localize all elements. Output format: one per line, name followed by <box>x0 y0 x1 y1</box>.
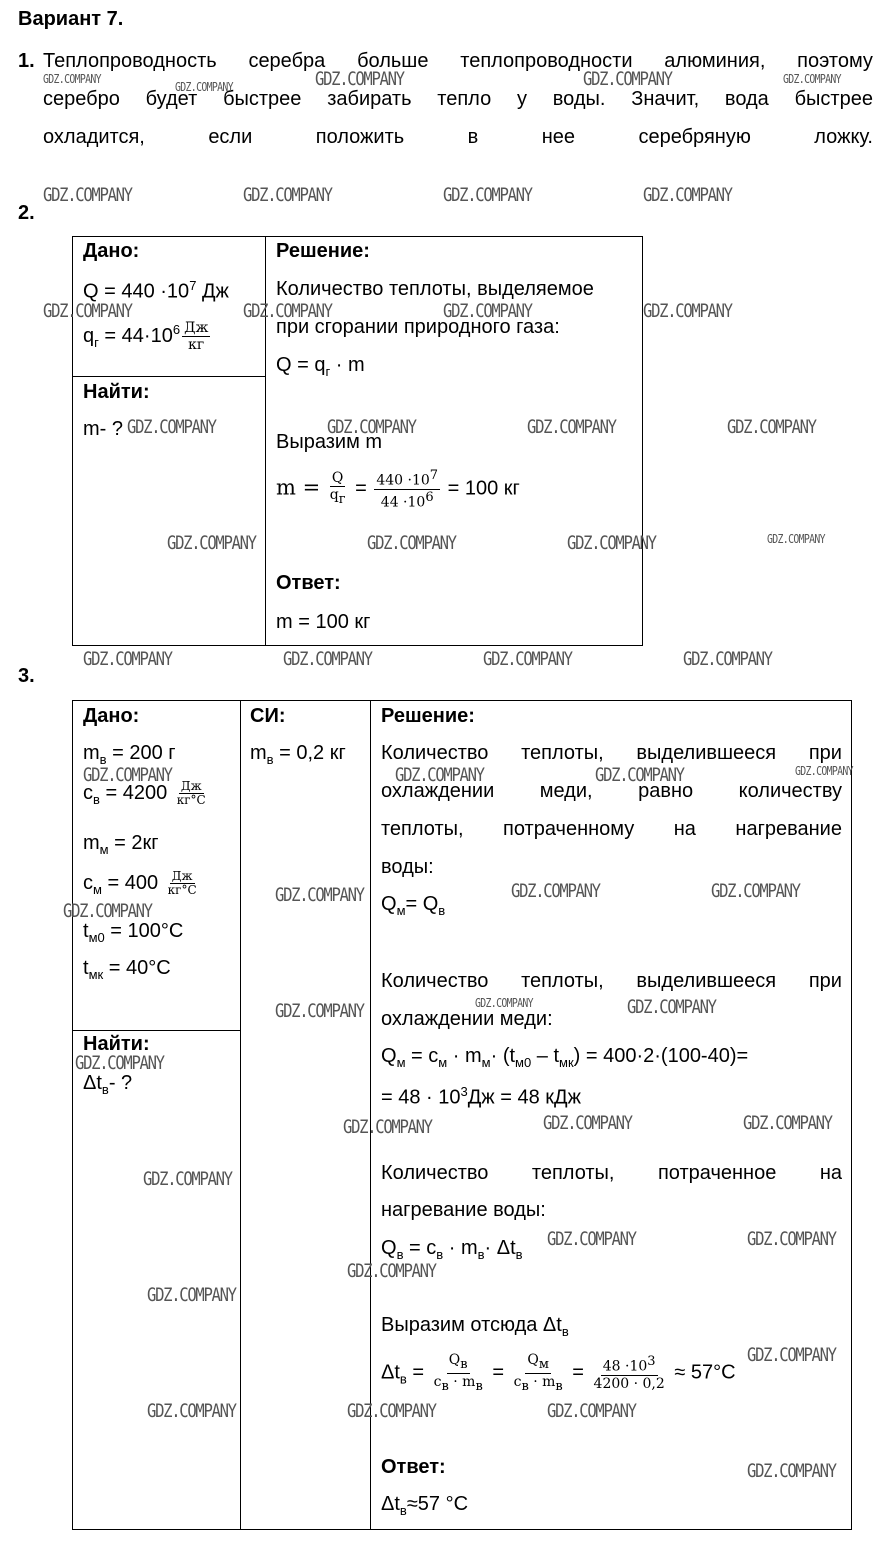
word: потраченное <box>657 1162 777 1184</box>
watermark-text: GDZ.COMPANY <box>43 184 132 206</box>
watermark-text: GDZ.COMPANY <box>583 68 672 90</box>
word: если <box>208 126 253 148</box>
watermark-text: GDZ.COMPANY <box>511 880 600 902</box>
task3-p3-line2: нагревание воды: <box>381 1199 546 1221</box>
word: теплоты, <box>521 742 604 764</box>
task2-given-q: $q_г = 44\cdot 10^6$ $\frac{Дж}{кг}$ <box>83 320 209 353</box>
watermark-text: GDZ.COMPANY <box>143 1168 232 1190</box>
watermark-text: GDZ.COMPANY <box>443 300 532 322</box>
watermark-text: GDZ.COMPANY <box>327 416 416 438</box>
task3-given-tmk: $t_{мк} = 40^\circ C$ <box>83 957 171 982</box>
watermark-text: GDZ.COMPANY <box>83 648 172 670</box>
watermark-text: GDZ.COMPANY <box>243 184 332 206</box>
word: охладится, <box>43 126 145 148</box>
task3-given-header: Дано: <box>83 705 140 727</box>
task3-express: Выразим отсюда $\Delta t_в$ <box>381 1314 569 1339</box>
task1-line3 <box>43 126 873 149</box>
task3-find-header: Найти: <box>83 1033 150 1055</box>
word: при <box>808 970 842 992</box>
word: тепло <box>437 88 492 110</box>
watermark-text: GDZ.COMPANY <box>395 764 484 786</box>
task3-final-formula: $\Delta t_в$ = $\frac{Q_в}{c_в \cdot m_в}$ = $\frac{Q_м}{c_в \cdot m_в}$ = $\frac{48 \cdot 10^3}{4200 \cdot 0,2}$ ≈ 57°C <box>381 1352 736 1394</box>
task3-given-tm0: $t_{м0} = 100^\circ C$ <box>83 920 184 945</box>
watermark-text: GDZ.COMPANY <box>795 764 853 778</box>
word: нагревание <box>735 818 842 840</box>
watermark-text: GDZ.COMPANY <box>727 416 816 438</box>
watermark-text: GDZ.COMPANY <box>547 1400 636 1422</box>
word: теплопроводности <box>460 50 633 72</box>
watermark-text: GDZ.COMPANY <box>527 416 616 438</box>
task2-formula: $Q = q_г \cdot m$ <box>276 354 365 379</box>
task2-solution-header: Решение: <box>276 240 370 262</box>
task2-given-header: Дано: <box>83 240 140 262</box>
task1-line2 <box>43 88 873 111</box>
word: на <box>673 818 696 840</box>
watermark-text: GDZ.COMPANY <box>543 1112 632 1134</box>
watermark-text: GDZ.COMPANY <box>595 764 684 786</box>
word: равно <box>638 780 694 802</box>
watermark-text: GDZ.COMPANY <box>275 884 364 906</box>
task3-answer-header: Ответ: <box>381 1456 446 1478</box>
task3-eq2: $Q_м = c_м \cdot m_м\cdot (t_{м0} - t_{мк}) = 400\cdot 2\cdot(100-40)=$ <box>381 1045 749 1070</box>
watermark-text: GDZ.COMPANY <box>275 1000 364 1022</box>
word: алюминия, <box>664 50 766 72</box>
task2-divider <box>265 236 266 646</box>
word: теплоты, <box>381 818 464 840</box>
watermark-text: GDZ.COMPANY <box>315 68 404 90</box>
watermark-text: GDZ.COMPANY <box>747 1344 836 1366</box>
watermark-text: GDZ.COMPANY <box>283 648 372 670</box>
word: охлаждении <box>381 780 495 802</box>
word: Количество <box>381 1162 489 1184</box>
watermark-text: GDZ.COMPANY <box>747 1228 836 1250</box>
task2-m-formula: m = $\frac{Q}{q_г}$ = $\frac{440 \cdot 10^7}{44 \cdot 10^6}$ = 100 кг <box>276 468 520 511</box>
task3-eq4: $Q_в = c_в \cdot m_в\cdot \Delta t_в$ <box>381 1237 523 1262</box>
watermark-text: GDZ.COMPANY <box>443 184 532 206</box>
task3-p2-line1 <box>381 970 842 993</box>
word: потраченному <box>503 818 635 840</box>
word: выделившееся <box>636 742 777 764</box>
word: будет <box>145 88 198 110</box>
word: быстрее <box>223 88 302 110</box>
watermark-text: GDZ.COMPANY <box>147 1400 236 1422</box>
task1-line1 <box>43 50 873 73</box>
word: выделившееся <box>636 970 777 992</box>
word: больше <box>357 50 429 72</box>
watermark-text: GDZ.COMPANY <box>347 1400 436 1422</box>
word: серебра <box>248 50 326 72</box>
watermark-text: GDZ.COMPANY <box>43 300 132 322</box>
task2-answer-header: Ответ: <box>276 572 341 594</box>
word: Значит, <box>631 88 700 110</box>
watermark-text: GDZ.COMPANY <box>243 300 332 322</box>
watermark-text: GDZ.COMPANY <box>643 300 732 322</box>
word: нее <box>541 126 575 148</box>
page-title: Вариант 7. <box>18 8 124 30</box>
task2-sol-line1: Количество теплоты, выделяемое <box>276 278 594 300</box>
task3-given-cm: $c_м = 400$ $\frac{Дж}{кг^\circ C}$ <box>83 869 197 897</box>
word: в <box>467 126 479 148</box>
watermark-text: GDZ.COMPANY <box>83 764 172 786</box>
task2-find-header: Найти: <box>83 381 150 403</box>
watermark-text: GDZ.COMPANY <box>175 80 233 94</box>
watermark-text: GDZ.COMPANY <box>147 1284 236 1306</box>
word: ложку. <box>814 126 873 148</box>
watermark-text: GDZ.COMPANY <box>167 532 256 554</box>
task3-si-header: СИ: <box>250 705 286 727</box>
watermark-text: GDZ.COMPANY <box>627 996 716 1018</box>
watermark-text: GDZ.COMPANY <box>127 416 216 438</box>
task3-p1-line1 <box>381 742 842 765</box>
watermark-text: GDZ.COMPANY <box>343 1116 432 1138</box>
watermark-text: GDZ.COMPANY <box>743 1112 832 1134</box>
word: у <box>516 88 527 110</box>
word: Количество <box>381 742 489 764</box>
watermark-text: GDZ.COMPANY <box>683 648 772 670</box>
watermark-text: GDZ.COMPANY <box>567 532 656 554</box>
watermark-text: GDZ.COMPANY <box>43 72 101 86</box>
watermark-text: GDZ.COMPANY <box>643 184 732 206</box>
watermark-text: GDZ.COMPANY <box>483 648 572 670</box>
task3-given-mv: $m_в = 200$ г <box>83 742 176 767</box>
word: забирать <box>327 88 412 110</box>
task2-given-divider <box>72 376 266 377</box>
task3-answer: $\Delta t_в\approx 57$ °C <box>381 1493 469 1518</box>
watermark-text: GDZ.COMPANY <box>747 1460 836 1482</box>
watermark-text: GDZ.COMPANY <box>75 1052 164 1074</box>
task2-number: 2. <box>18 202 35 224</box>
word: поэтому <box>797 50 873 72</box>
word: серебро <box>43 88 120 110</box>
watermark-text: GDZ.COMPANY <box>711 880 800 902</box>
word: вода <box>724 88 769 110</box>
task3-eq1: $Q_м= Q_в$ <box>381 893 446 918</box>
word: теплоты, <box>521 970 604 992</box>
task3-p1-line3 <box>381 818 842 841</box>
task3-si-mv: $m_в = 0,2$ кг <box>250 742 346 767</box>
task3-given-divider <box>72 1030 241 1031</box>
task3-p3-line1 <box>381 1162 842 1185</box>
word: быстрее <box>794 88 873 110</box>
task3-divider1 <box>240 700 241 1530</box>
task3-given-mm: $m_м = 2кг$ <box>83 832 159 857</box>
watermark-text: GDZ.COMPANY <box>475 996 533 1010</box>
watermark-text: GDZ.COMPANY <box>367 532 456 554</box>
word: Количество <box>381 970 489 992</box>
word: Теплопроводность <box>43 50 217 72</box>
task3-given-cv: $c_в = 4200$ $\frac{Дж}{кг^\circ C}$ <box>83 779 206 807</box>
watermark-text: GDZ.COMPANY <box>63 900 152 922</box>
word: при <box>808 742 842 764</box>
word: положить <box>315 126 405 148</box>
task3-eq3: = $48 \cdot 10^3Дж = 48$ кДж <box>381 1084 581 1109</box>
watermark-text: GDZ.COMPANY <box>783 72 841 86</box>
word: количеству <box>738 780 842 802</box>
task1-number: 1. <box>18 50 35 72</box>
task2-express: Выразим m <box>276 431 383 453</box>
watermark-text: GDZ.COMPANY <box>547 1228 636 1250</box>
word: на <box>819 1162 842 1184</box>
word: теплоты, <box>531 1162 615 1184</box>
task2-find-text: m- ? <box>83 418 123 440</box>
task3-p2-line2: охлаждении меди: <box>381 1008 553 1030</box>
watermark-text: GDZ.COMPANY <box>767 532 825 546</box>
word: серебряную <box>638 126 751 148</box>
task3-solution-header: Решение: <box>381 705 475 727</box>
task2-given-Q: $Q = 440 \cdot 10^7$ Дж <box>83 278 229 303</box>
task2-sol-line2: при сгорании природного газа: <box>276 316 560 338</box>
word: воды. <box>552 88 606 110</box>
task2-answer: m = 100 кг <box>276 611 371 633</box>
watermark-text: GDZ.COMPANY <box>347 1260 436 1282</box>
word: меди, <box>539 780 593 802</box>
task3-number: 3. <box>18 665 35 687</box>
task3-find: $\Delta t_в-$ ? <box>83 1072 133 1097</box>
task3-p1-line4: воды: <box>381 856 434 878</box>
